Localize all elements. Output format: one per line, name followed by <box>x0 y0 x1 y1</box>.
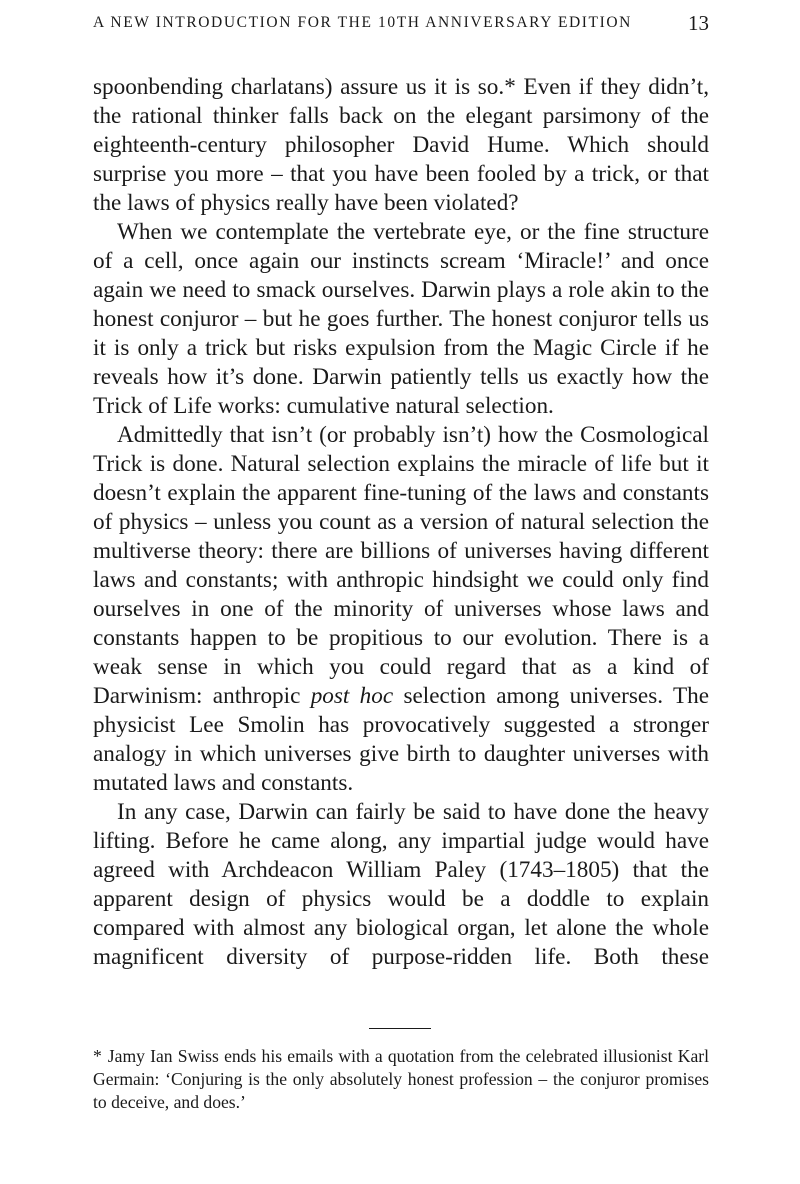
paragraph-3 <box>93 421 709 798</box>
body-text <box>93 73 709 972</box>
paragraph-1: spoonbending charlatans) assure us it is so.* Even if they didn’t, the rational thinker falls back on the elegant parsimony of the eighteenth-century philosopher David Hume. Which should surprise you more – that you have been fooled by a trick, or that the laws of physics really have been violated? <box>93 74 709 216</box>
footnote-marker: * <box>93 1046 102 1066</box>
page-header <box>93 9 709 37</box>
page-number: 13 <box>688 10 709 35</box>
running-head: A NEW INTRODUCTION FOR THE 10TH ANNIVERSARY EDITION <box>93 14 632 31</box>
footnote-text: Jamy Ian Swiss ends his emails with a quotation from the celebrated illusionist Karl Germain: ‘Conjuring is the only absolutely honest profession – the conjuror promises to deceive, and does.’ <box>93 1046 709 1112</box>
footnote <box>93 1045 709 1114</box>
paragraph-3-text-a: Admittedly that isn’t (or probably isn’t) how the Cosmological Trick is done. Natural selection explains the miracle of life but it doesn’t explain the apparent fine-tuning of the laws and constants of physics – unless you count as a version of natural selection the multiverse theory: there are billions of universes having different laws and constants; with anthropic hindsight we could only find ourselves in one of the minority of universes whose laws and constants happen to be propitious to our evolution. There is a weak sense in which you could regard that as a kind of Darwinism: anthropic <box>93 422 709 709</box>
paragraph-2: When we contemplate the vertebrate eye, or the fine structure of a cell, once again our instincts scream ‘Miracle!’ and once again we need to smack ourselves. Darwin plays a role akin to the honest conjuror – but he goes further. The honest conjuror tells us it is only a trick but risks expulsion from the Magic Circle if he reveals how it’s done. Darwin patiently tells us exactly how the Trick of Life works: cumulative natural selection. <box>93 219 709 419</box>
footnote-rule <box>369 1028 431 1029</box>
paragraph-3-text-b: selection among universes. The physicist Lee Smolin has provocatively suggested a stronger analogy in which universes give birth to daughter universes with mutated laws and constants. <box>93 683 709 796</box>
italic-phrase: post hoc <box>310 683 394 709</box>
paragraph-4: In any case, Darwin can fairly be said to have done the heavy lifting. Before he came along, any impartial judge would have agreed with Archdeacon William Paley (1743–1805) that the apparent design of physics would be a doddle to explain compared with almost any biological organ, let alone the whole magnificent diversity of purpose-ridden life. Both these <box>93 799 709 970</box>
